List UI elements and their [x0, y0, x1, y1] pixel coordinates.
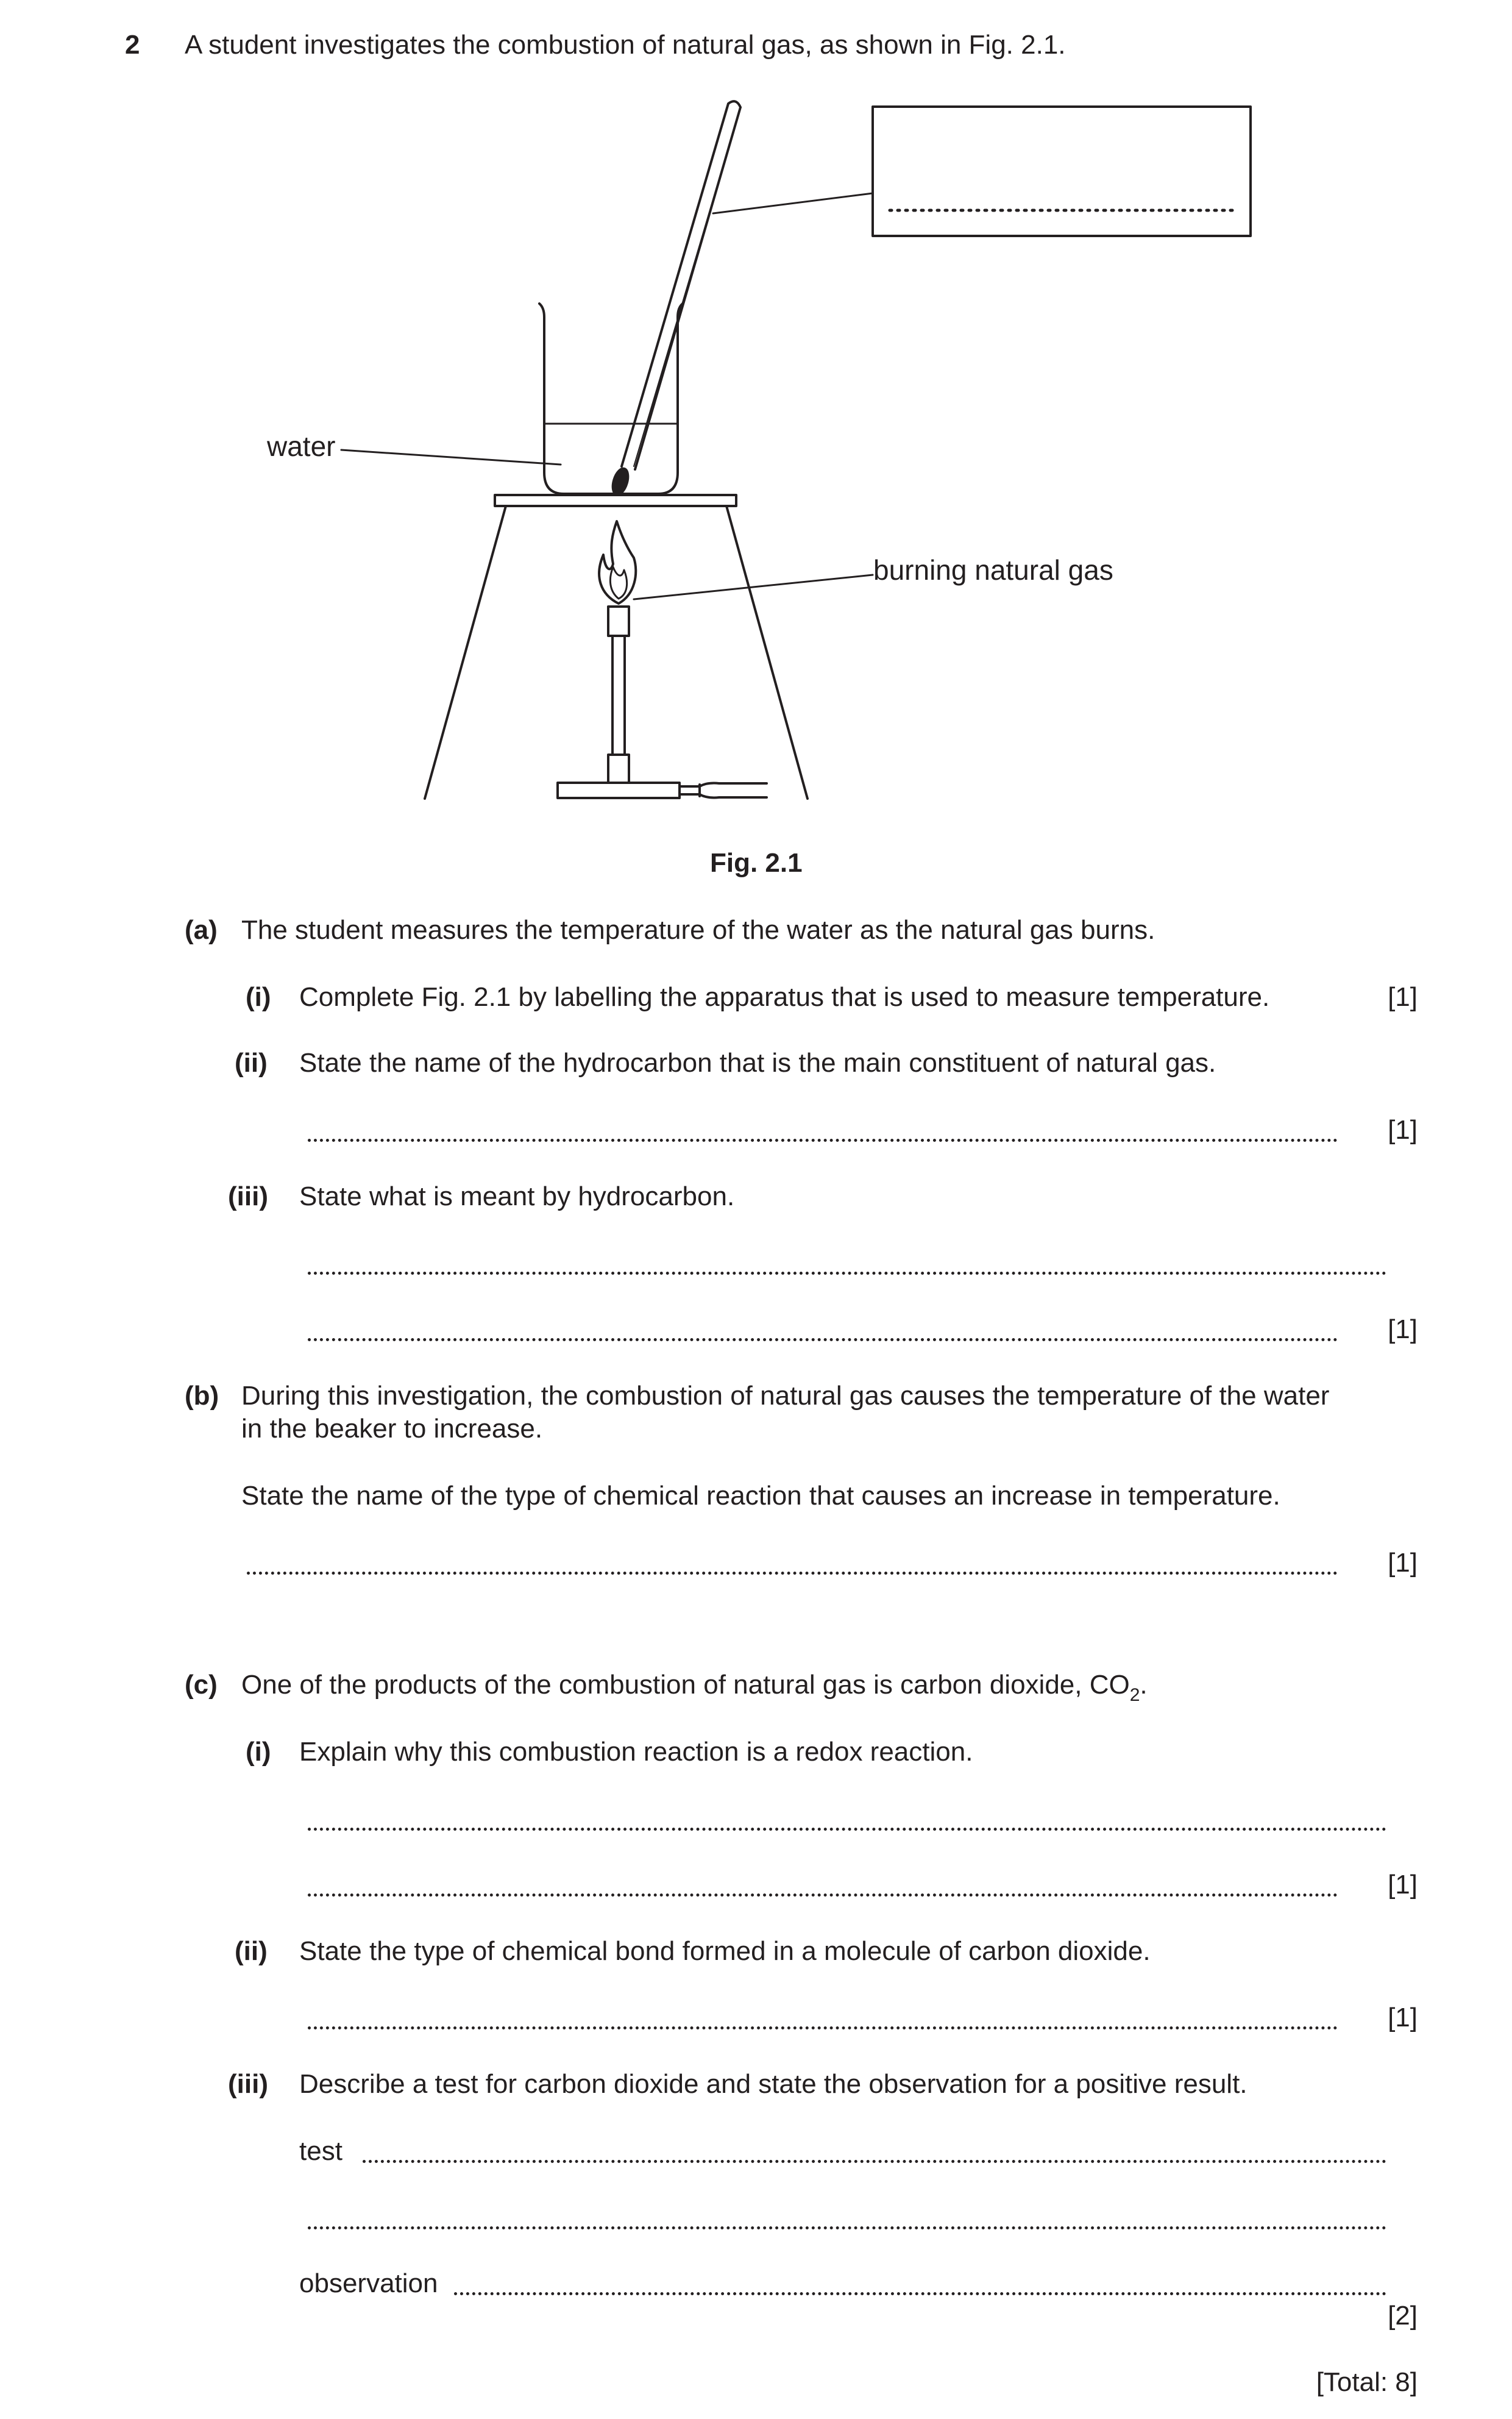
part-a-iii-answer-line-2[interactable] — [308, 1338, 1338, 1341]
part-a-ii-label: (ii) — [235, 1048, 268, 1078]
part-c-iii-marks: [2] — [1388, 2301, 1418, 2331]
apparatus-diagram — [0, 0, 1512, 884]
part-a-ii-answer-line[interactable] — [308, 1139, 1338, 1142]
burner-pointer-line — [634, 575, 873, 599]
part-a-text: The student measures the temperature of the water as the natural gas burns. — [241, 915, 1155, 945]
part-c-i-answer-line-2[interactable] — [308, 1894, 1338, 1897]
part-c-ii-marks: [1] — [1388, 2003, 1418, 2032]
part-c-text-end: . — [1140, 1670, 1148, 1700]
empty-label-box — [873, 107, 1251, 236]
part-a-iii-marks: [1] — [1388, 1314, 1418, 1344]
part-c-i-answer-line-1[interactable] — [308, 1828, 1386, 1831]
part-b-text-line2: in the beaker to increase. — [241, 1414, 543, 1444]
flame-inner — [610, 567, 626, 599]
part-b-marks: [1] — [1388, 1548, 1418, 1578]
part-c-i-text: Explain why this combustion reaction is a redox reaction. — [299, 1737, 973, 1767]
part-c-iii-label: (iii) — [228, 2069, 268, 2099]
burner-base — [558, 783, 680, 798]
part-c-text — [241, 1669, 1148, 1705]
part-a-ii-marks: [1] — [1388, 1115, 1418, 1145]
tripod-leg-right — [726, 506, 807, 799]
part-b-label: (b) — [185, 1381, 219, 1411]
part-c-i-marks: [1] — [1388, 1870, 1418, 1900]
part-a-iii-text: State what is meant by hydrocarbon. — [299, 1181, 735, 1211]
total-marks: [Total: 8] — [1316, 2367, 1418, 2397]
part-a-iii-label: (iii) — [228, 1181, 268, 1211]
thermometer-bore — [634, 122, 736, 466]
part-c-ii-text: State the type of chemical bond formed in a molecule of carbon dioxide. — [299, 1936, 1151, 1966]
observation-label: observation — [299, 2268, 438, 2298]
part-a-ii-text: State the name of the hydrocarbon that is the main constituent of natural gas. — [299, 1048, 1216, 1078]
part-c-label: (c) — [185, 1670, 218, 1700]
flame-outer — [599, 521, 636, 604]
test-answer-line-2[interactable] — [308, 2226, 1386, 2229]
water-pointer-line — [341, 450, 561, 465]
part-a-i-marks: [1] — [1388, 982, 1418, 1012]
gas-hose — [680, 783, 767, 798]
tripod-leg-left — [425, 506, 506, 799]
question-number: 2 — [125, 30, 140, 60]
tripod-gauze — [495, 495, 736, 506]
part-b-text-line1: During this investigation, the combustion of natural gas causes the temperature of the water — [241, 1381, 1330, 1411]
part-c-text-main: One of the products of the combustion of natural gas is carbon dioxide, CO — [241, 1670, 1130, 1700]
figure-caption: Fig. 2.1 — [710, 848, 803, 878]
test-answer-line[interactable] — [363, 2160, 1386, 2163]
thermometer-bulb — [610, 467, 631, 497]
observation-answer-line[interactable] — [454, 2292, 1386, 2295]
part-c-ii-label: (ii) — [235, 1936, 268, 1966]
part-a-iii-answer-line-1[interactable] — [308, 1272, 1386, 1275]
thermometer-tube — [622, 101, 740, 469]
co2-subscript: 2 — [1129, 1685, 1140, 1705]
thermometer-pointer-line — [713, 193, 873, 213]
water-label: water — [267, 430, 336, 462]
part-a-i-label: (i) — [246, 982, 271, 1012]
burner-air-hole — [608, 755, 629, 783]
burner-collar — [608, 607, 629, 636]
part-b-answer-line[interactable] — [247, 1572, 1338, 1575]
part-c-ii-answer-line[interactable] — [308, 2026, 1338, 2029]
question-intro: A student investigates the combustion of natural gas, as shown in Fig. 2.1. — [185, 30, 1066, 60]
part-b-prompt: State the name of the type of chemical reaction that causes an increase in temperature. — [241, 1481, 1280, 1511]
part-c-iii-text: Describe a test for carbon dioxide and state the observation for a positive result. — [299, 2069, 1248, 2099]
part-c-i-label: (i) — [246, 1737, 271, 1767]
part-a-label: (a) — [185, 915, 218, 945]
burning-gas-label: burning natural gas — [873, 554, 1113, 586]
test-label: test — [299, 2136, 343, 2166]
part-a-i-text: Complete Fig. 2.1 by labelling the apparatus that is used to measure temperature. — [299, 982, 1270, 1012]
